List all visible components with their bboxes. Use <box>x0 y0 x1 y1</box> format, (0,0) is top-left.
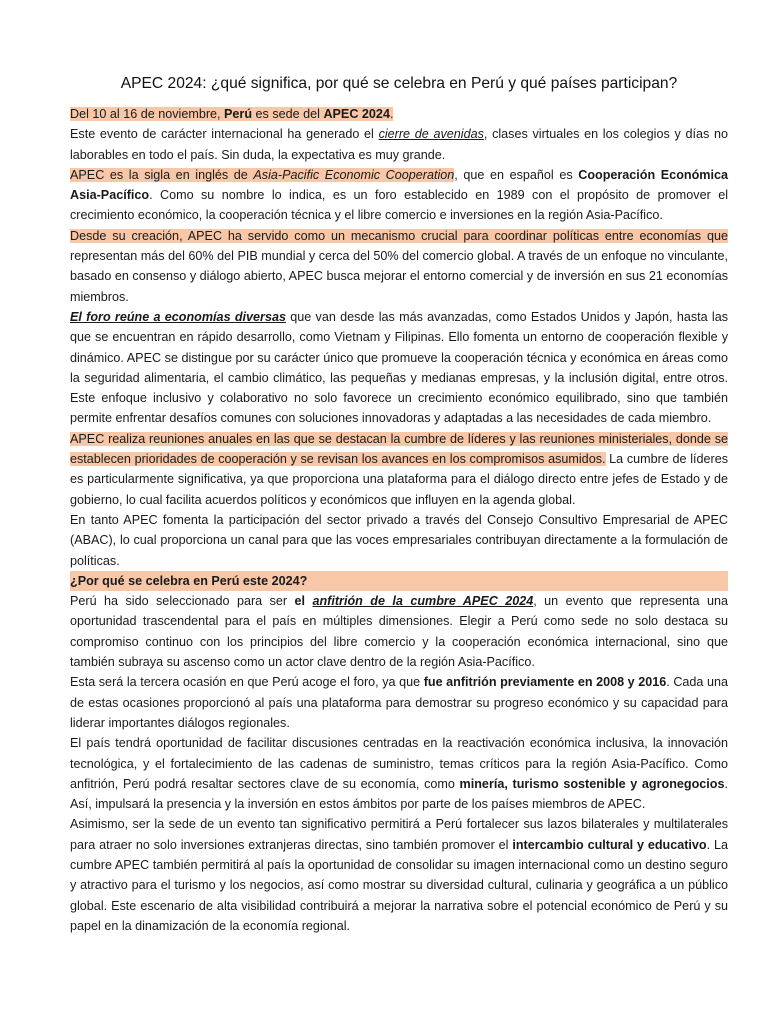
text: Del 10 al 16 de noviembre, <box>70 107 225 121</box>
link-foro-diversas[interactable]: El foro reúne a economías diversas <box>70 309 286 324</box>
text: APEC es la sigla en inglés de <box>70 167 254 182</box>
highlight-creation: Desde su creación, APEC ha servido como un mecanismo crucial para coordinar políticas entre economías que <box>70 228 728 243</box>
text: , clases virtuales en los colegios y días no laborables en todo el país. Sin duda, la expectativa es muy grande. <box>70 127 728 162</box>
text: es sede del <box>252 107 324 121</box>
paragraph-host <box>70 591 728 672</box>
paragraph-opportunity <box>70 733 728 814</box>
bold-text: intercambio cultural y educativo <box>512 837 707 852</box>
text: Este evento de carácter internacional ha generado el <box>70 127 379 142</box>
paragraph-meetings <box>70 429 728 510</box>
text: . <box>389 107 394 121</box>
paragraph-third <box>70 672 728 733</box>
section-heading <box>70 571 728 591</box>
text: , que en español es <box>454 167 579 182</box>
page-title: APEC 2024: ¿qué significa, por qué se celebra en Perú y qué países participan? <box>120 75 678 92</box>
bold-text: APEC 2024 <box>323 107 390 121</box>
text: El país tendrá oportunidad de facilitar discusiones centradas en la reactivación económica inclusiva, la innovación tecnológica, y el fortalecimiento de las cadenas de suministro, temas críticos para la región Asia-Pacífico. Como anfitrión, Perú podrá resaltar sectores clave de su economía, como <box>70 736 728 791</box>
paragraph-bilateral <box>70 814 728 936</box>
text: Esta será la tercera ocasión en que Perú acoge el foro, ya que <box>70 675 424 690</box>
bold-text: fue anfitrión previamente en 2008 y 2016 <box>423 675 667 690</box>
paragraph-abac: En tanto APEC fomenta la participación del sector privado a través del Consejo Consultivo Empresarial de APEC (ABAC), lo cual proporciona un canal para que las voces empresariales contribuyan directamente a la formulación de políticas. <box>70 512 728 568</box>
text: . Así, impulsará la presencia y la inversión en estos ámbitos por parte de los países miembros de APEC. <box>70 776 728 812</box>
text: . Como su nombre lo indica, es un foro establecido en 1989 con el propósito de promover el crecimiento económico, la cooperación técnica y el libre comercio e inversiones en la región Asia-Pacífico. <box>70 188 728 223</box>
link-anfitrion[interactable]: anfitrión de la cumbre APEC 2024 <box>312 594 534 609</box>
text: que van desde las más avanzadas, como Estados Unidos y Japón, hasta las que se encuentran en rápido desarrollo, como Vietnam y Filipinas. Ello fomenta un entorno de cooperación flexible y dinámico. APEC se distingue por su carácter único que promueve la cooperación técnica y económica en áreas como la seguridad alimentaria, el cambio climático, las pequeñas y medianas empresas, y la inclusión digital, entre otros. Este enfoque inclusivo y colaborativo no solo favorece un crecimiento económico equilibrado, sino que también permite enfrentar desafíos comunes con soluciones innovadoras y adaptadas a las necesidades de cada miembro. <box>70 309 728 426</box>
article <box>70 72 728 936</box>
bold-text: Cooperación Económica Asia-Pacífico <box>70 167 728 203</box>
heading-why-peru: ¿Por qué se celebra en Perú este 2024? <box>70 571 728 591</box>
text: La cumbre de líderes es particularmente significativa, ya que proporciona una plataforma para el diálogo directo entre jefes de Estado y de gobierno, lo cual facilita acuerdos políticos y económicos que influyen en la agenda global. <box>70 452 728 507</box>
text: , un evento que representa una oportunidad trascendental para el país en múltiples dimensiones. Elegir a Perú como sede no solo destaca su compromiso continuo con los principios del libre comercio y la cooperación económica internacional, sino que también subraya su ascenso como un actor clave dentro de la región Asia-Pacífico. <box>70 594 728 670</box>
text: Perú ha sido seleccionado para ser <box>70 594 295 609</box>
link-cierre-avenidas[interactable]: cierre de avenidas <box>378 127 484 142</box>
bold-text: el <box>294 594 313 609</box>
highlight-definition <box>70 168 454 182</box>
highlight-meetings: APEC realiza reuniones anuales en las que se destacan la cumbre de líderes y las reuniones ministeriales, donde se establecen prioridades de cooperación y se revisan los avances en los compromisos asumidos. <box>70 431 728 467</box>
bold-text: minería, turismo sostenible y agronegocios <box>459 776 725 791</box>
paragraph-intro <box>70 124 728 165</box>
text: . La cumbre APEC también permitirá al país la oportunidad de consolidar su imagen internacional como un destino seguro y atractivo para el turismo y los negocios, así como mostrar su diversidad cultural, culinaria y geográfica a un público global. Este escenario de alta visibilidad contribuirá a mejorar la narrativa sobre el potencial económico de Perú y su papel en la dinamización de la economía regional. <box>70 837 728 933</box>
text: Asimismo, ser la sede de un evento tan significativo permitirá a Perú fortalecer sus lazos bilaterales y multilaterales para atraer no solo inversiones extranjeras directas, sino también promover el <box>70 817 728 852</box>
paragraph-dates <box>70 104 728 124</box>
text: . Cada una de estas ocasiones proporcionó al país una plataforma para demostrar su progreso económico y su capacidad para liderar importantes diálogos regionales. <box>70 675 729 730</box>
paragraph-diverse <box>70 307 728 429</box>
highlight-dates <box>70 107 393 121</box>
paragraph-definition <box>70 165 728 226</box>
bold-text: Perú <box>224 107 253 121</box>
italic-text: Asia-Pacific Economic Cooperation <box>253 167 455 182</box>
paragraph-creation <box>70 226 728 307</box>
text: representan más del 60% del PIB mundial y cerca del 50% del comercio global. A través de un enfoque no vinculante, basado en consenso y diálogo abierto, APEC busca mejorar el entorno comercial y de inversión en sus 21 economías miembros. <box>70 249 728 304</box>
